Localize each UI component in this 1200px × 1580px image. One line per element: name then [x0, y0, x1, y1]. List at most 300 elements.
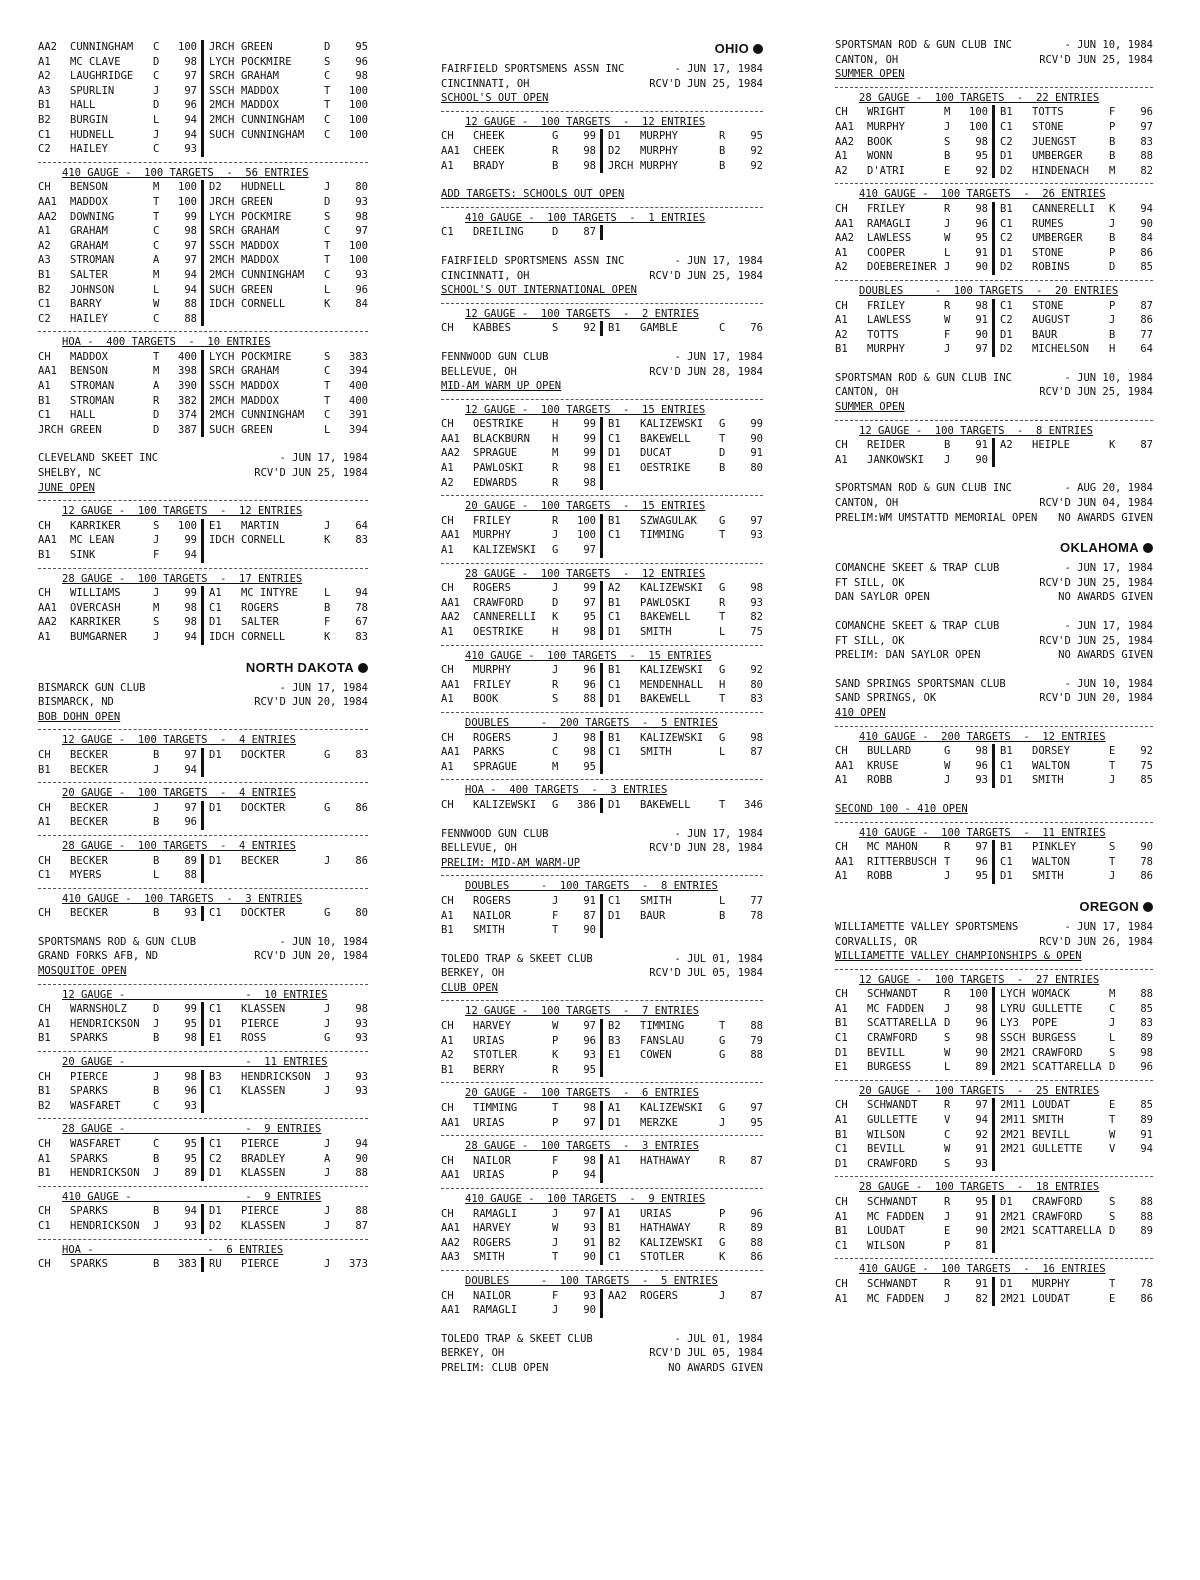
- score: 86: [1140, 246, 1153, 259]
- shooter-name: DOCKTER: [241, 748, 286, 761]
- class-label: C2: [38, 312, 51, 325]
- shooter-name: MC LEAN: [70, 534, 115, 547]
- result-row: [835, 1128, 1153, 1143]
- result-entry-right: [992, 328, 1153, 343]
- shooter-name: DOEBEREINER: [867, 261, 937, 274]
- class-label: AA2: [441, 611, 460, 624]
- shooter-name: MENDENHALL: [640, 678, 704, 691]
- result-entry-right: [600, 1116, 763, 1131]
- city-line: [38, 695, 368, 710]
- result-row: [441, 625, 763, 640]
- shooter-name: GRAHAM: [241, 225, 279, 238]
- shooter-name: LAWLESS: [867, 232, 912, 245]
- shooter-name: HUDNELL: [70, 128, 115, 141]
- score: 96: [975, 1017, 988, 1030]
- class-label: SSCH: [209, 84, 235, 97]
- shooter-initial: J: [719, 1116, 726, 1129]
- shooter-name: MURPHY: [473, 664, 511, 677]
- shooter-name: DOCKTER: [241, 801, 286, 814]
- class-label: D1: [1000, 1277, 1013, 1290]
- awards-note: NO AWARDS GIVEN: [1058, 511, 1153, 524]
- shooter-initial: R: [153, 394, 160, 407]
- shooter-initial: L: [944, 246, 951, 259]
- shooter-initial: T: [1109, 759, 1116, 772]
- result-entry-right: [992, 1157, 1153, 1172]
- shooter-name: MADDOX: [241, 84, 279, 97]
- result-row: [835, 1142, 1153, 1157]
- shooter-name: POPE: [1032, 1017, 1058, 1030]
- event-date: - JUN 10, 1984: [1064, 677, 1153, 690]
- class-label: AA1: [441, 529, 460, 542]
- score: 64: [1140, 343, 1153, 356]
- score: 86: [1140, 314, 1153, 327]
- result-entry-right: [600, 894, 763, 909]
- gauge-header: 28 GAUGE - - 9 ENTRIES: [62, 1123, 322, 1136]
- class-label: 2M21: [1000, 1046, 1026, 1059]
- shooter-initial: D: [719, 447, 726, 460]
- event-title: JUNE OPEN: [38, 481, 95, 494]
- shooter-name: PIERCE: [70, 1070, 108, 1083]
- class-label: A1: [608, 1207, 621, 1220]
- class-label: CH: [441, 664, 454, 677]
- result-row: [38, 763, 368, 778]
- shooter-initial: D: [153, 1003, 160, 1016]
- shooter-initial: M: [944, 106, 951, 119]
- shooter-initial: G: [719, 731, 726, 744]
- score: 90: [355, 1152, 368, 1165]
- score: 98: [975, 1002, 988, 1015]
- shooter-initial: K: [324, 630, 331, 643]
- shooter-name: BECKER: [241, 854, 279, 867]
- result-entry-left: [38, 801, 201, 816]
- class-label: CH: [441, 1154, 454, 1167]
- result-row: [441, 1063, 763, 1078]
- shooter-initial: E: [944, 164, 951, 177]
- score: 88: [1140, 150, 1153, 163]
- shooter-initial: K: [552, 1049, 559, 1062]
- bullet-dot-icon: [1143, 543, 1153, 553]
- class-label: CH: [38, 587, 51, 600]
- result-entry-right: [201, 40, 368, 55]
- class-label: A1: [441, 909, 454, 922]
- result-entry-left: [38, 519, 201, 534]
- shooter-initial: J: [153, 84, 160, 97]
- club-name: COMANCHE SKEET & TRAP CLUB: [835, 620, 1000, 632]
- class-label: D1: [608, 909, 621, 922]
- gauge-section: [38, 782, 368, 830]
- shooter-initial: P: [1109, 299, 1116, 312]
- shooter-initial: J: [324, 1003, 331, 1016]
- city-line: [835, 935, 1153, 950]
- result-entry-left: [38, 1031, 201, 1046]
- result-entry-right: [201, 408, 368, 423]
- result-entry-left: [441, 129, 600, 144]
- shooter-name: RAMAGLI: [473, 1304, 518, 1317]
- club-city: CINCINNATI, OH: [441, 77, 530, 90]
- result-row: [38, 533, 368, 548]
- result-row: [835, 1239, 1153, 1254]
- shooter-initial: G: [719, 418, 726, 431]
- result-row: [38, 1137, 368, 1152]
- class-label: IDCH: [209, 630, 235, 643]
- result-row: [38, 1084, 368, 1099]
- class-label: D1: [209, 1017, 222, 1030]
- shooter-initial: C: [324, 409, 331, 422]
- shooter-name: CORNELL: [241, 630, 286, 643]
- score: 95: [975, 232, 988, 245]
- result-entry-right: [201, 548, 368, 563]
- received-date: RCV'D JUN 25, 1984: [649, 269, 763, 282]
- shooter-name: WALTON: [1032, 855, 1070, 868]
- club-line: [441, 827, 763, 842]
- shooter-name: SMITH: [473, 924, 505, 937]
- shooter-initial: W: [552, 1020, 559, 1033]
- shooter-initial: K: [1109, 439, 1116, 452]
- class-label: C1: [835, 1239, 848, 1252]
- shooter-initial: M: [153, 181, 160, 194]
- club-line: [441, 62, 763, 77]
- shooter-name: BULLARD: [867, 745, 912, 758]
- shooter-initial: D: [153, 99, 160, 112]
- score: 98: [750, 582, 763, 595]
- event-title: WILLIAMETTE VALLEY CHAMPIONSHIPS & OPEN: [835, 950, 1082, 963]
- shooter-initial: B: [153, 1205, 160, 1218]
- class-label: D1: [608, 447, 621, 460]
- shooter-name: BECKER: [70, 763, 108, 776]
- score: 98: [355, 1003, 368, 1016]
- gauge-section: [441, 303, 763, 336]
- received-date: RCV'D JUN 26, 1984: [1039, 935, 1153, 948]
- result-entry-right: [201, 1002, 368, 1017]
- city-line: [835, 385, 1153, 400]
- event-date: - JUL 01, 1984: [674, 1332, 763, 1345]
- gauge-header: 410 GAUGE - 100 TARGETS - 56 ENTRIES: [62, 166, 309, 179]
- shooter-name: ROSS: [241, 1032, 267, 1045]
- gauge-header: 12 GAUGE - 100 TARGETS - 4 ENTRIES: [62, 734, 296, 747]
- shooter-name: DOCKTER: [241, 907, 286, 920]
- result-row: [38, 142, 368, 157]
- class-label: D1: [835, 1157, 848, 1170]
- result-entry-left: [835, 744, 992, 759]
- shooter-initial: J: [944, 870, 951, 883]
- shooter-initial: B: [552, 159, 559, 172]
- gauge-header: 410 GAUGE - 100 TARGETS - 16 ENTRIES: [859, 1263, 1106, 1276]
- class-label: LYRU: [1000, 1002, 1026, 1015]
- shooter-initial: T: [719, 1020, 726, 1033]
- class-label: C1: [835, 1032, 848, 1045]
- shooter-name: UMBERGER: [1032, 150, 1083, 163]
- result-row: [38, 113, 368, 128]
- result-entry-left: [441, 678, 600, 693]
- shooter-name: WASFARET: [70, 1099, 121, 1112]
- shooter-initial: B: [1109, 328, 1116, 341]
- result-entry-right: [201, 1219, 368, 1234]
- result-entry-right: [992, 260, 1153, 275]
- shooter-initial: B: [153, 854, 160, 867]
- shooter-name: CRAWFORD: [1032, 1196, 1083, 1208]
- class-label: D1: [209, 1167, 222, 1180]
- score: 87: [583, 909, 596, 922]
- result-entry-right: [992, 987, 1153, 1002]
- class-label: AA2: [38, 41, 57, 53]
- shooter-name: SMITH: [1032, 1114, 1064, 1127]
- result-entry-left: [38, 868, 201, 883]
- shooter-name: DREILING: [473, 226, 524, 239]
- score: 96: [583, 664, 596, 677]
- shooter-initial: E: [1109, 1292, 1116, 1305]
- club-city: BELLEVUE, OH: [441, 365, 517, 378]
- score: 75: [750, 626, 763, 638]
- shooter-name: KALIZEWSKI: [640, 418, 704, 431]
- shooter-name: DORSEY: [1032, 745, 1070, 758]
- result-entry-left: [38, 364, 201, 379]
- class-label: D2: [1000, 343, 1013, 356]
- score: 96: [1140, 106, 1153, 119]
- score: 88: [750, 1236, 763, 1249]
- score: 82: [1140, 164, 1153, 177]
- result-row: [441, 1168, 763, 1183]
- result-entry-right: [201, 239, 368, 254]
- shooter-name: SMITH: [640, 626, 672, 638]
- shooter-name: BEVILL: [867, 1046, 905, 1059]
- result-row: [38, 1219, 368, 1234]
- shooter-name: SCHWANDT: [867, 988, 918, 1001]
- shooter-name: HALL: [70, 99, 96, 112]
- class-label: CH: [835, 841, 848, 854]
- score: 78: [750, 909, 763, 922]
- gauge-section: [38, 1051, 368, 1113]
- result-entry-left: [38, 210, 201, 225]
- shooter-name: COWEN: [640, 1049, 672, 1062]
- result-entry-left: [38, 98, 201, 113]
- class-label: D2: [608, 144, 621, 157]
- result-row: [441, 1207, 763, 1222]
- gauge-section: [38, 729, 368, 777]
- score: 93: [750, 596, 763, 609]
- class-label: CH: [835, 1099, 848, 1112]
- score: 96: [184, 99, 197, 112]
- result-row: [441, 692, 763, 707]
- result-entry-left: [38, 113, 201, 128]
- result-entry-right: [600, 909, 763, 924]
- shooter-initial: J: [944, 261, 951, 274]
- shooter-initial: F: [1109, 106, 1116, 119]
- result-entry-right: [600, 1034, 763, 1049]
- class-label: A2: [38, 239, 51, 252]
- shooter-initial: V: [1109, 1143, 1116, 1156]
- club-line: [835, 677, 1153, 692]
- result-entry-right: [201, 142, 368, 157]
- class-label: E1: [209, 1032, 222, 1045]
- result-row: [835, 246, 1153, 261]
- city-line: [835, 634, 1153, 649]
- club-name: CLEVELAND SKEET INC: [38, 452, 159, 465]
- shooter-initial: B: [153, 1032, 160, 1045]
- shooter-initial: J: [153, 1070, 160, 1083]
- gauge-section: [441, 495, 763, 557]
- result-entry-right: [992, 855, 1153, 870]
- shooter-name: NAILOR: [473, 1289, 511, 1302]
- shooter-name: SPURLIN: [70, 84, 115, 97]
- shooter-name: TOTTS: [867, 328, 899, 341]
- shooter-initial: L: [324, 587, 331, 600]
- gauge-section: [38, 1239, 368, 1272]
- shooter-name: NAILOR: [473, 909, 511, 922]
- shooter-name: BRADY: [473, 159, 505, 172]
- score: 85: [1140, 1002, 1153, 1015]
- shooter-initial: G: [719, 1049, 726, 1062]
- received-date: RCV'D JUN 20, 1984: [1039, 692, 1153, 705]
- gauge-header: 20 GAUGE - 100 TARGETS - 25 ENTRIES: [859, 1084, 1100, 1097]
- result-entry-right: [992, 453, 1153, 468]
- shooter-initial: K: [719, 1251, 726, 1264]
- shooter-name: GREEN: [241, 195, 273, 208]
- shooter-name: HATHAWAY: [640, 1154, 691, 1167]
- result-entry-right: [201, 615, 368, 630]
- result-row: [835, 231, 1153, 246]
- score: 93: [184, 1219, 197, 1232]
- score: 98: [750, 731, 763, 744]
- score: 90: [1140, 841, 1153, 854]
- shooter-initial: A: [153, 380, 160, 393]
- class-label: B2: [608, 1236, 621, 1249]
- class-label: D1: [209, 616, 222, 629]
- score: 89: [1140, 1225, 1153, 1238]
- score: 97: [583, 596, 596, 609]
- class-label: SUCH: [209, 283, 235, 296]
- score: 91: [975, 246, 988, 259]
- score: 94: [1140, 202, 1153, 215]
- score: 93: [184, 1099, 197, 1112]
- bullet-dot-icon: [358, 663, 368, 673]
- class-label: B1: [835, 1225, 848, 1238]
- score: 90: [583, 1251, 596, 1264]
- result-entry-left: [38, 815, 201, 830]
- score: 95: [583, 1063, 596, 1076]
- result-entry-left: [441, 909, 600, 924]
- shooter-initial: B: [1109, 135, 1116, 148]
- shooter-name: SPARKS: [70, 1258, 108, 1271]
- shooter-name: SPARKS: [70, 1032, 108, 1045]
- shooter-name: STOTLER: [473, 1049, 518, 1062]
- result-row: [441, 1303, 763, 1318]
- shooter-name: GRAHAM: [241, 70, 279, 83]
- shooter-initial: D: [552, 226, 559, 239]
- result-row: [38, 394, 368, 409]
- shooter-name: TIMMING: [473, 1102, 518, 1115]
- gauge-section: [441, 563, 763, 640]
- class-label: D1: [835, 1046, 848, 1059]
- result-entry-left: [835, 231, 992, 246]
- gauge-header: 12 GAUGE - 100 TARGETS - 15 ENTRIES: [465, 403, 706, 416]
- class-label: D1: [1000, 870, 1013, 883]
- shooter-name: ROGERS: [640, 1289, 678, 1302]
- awards-note: NO AWARDS GIVEN: [1058, 649, 1153, 662]
- state-name: OKLAHOMA: [1060, 540, 1139, 556]
- shooter-name: LOUDAT: [867, 1225, 905, 1238]
- result-entry-right: [600, 663, 763, 678]
- result-row: [38, 312, 368, 327]
- result-entry-right: [992, 1277, 1153, 1292]
- result-entry-left: [441, 476, 600, 491]
- result-row: [835, 759, 1153, 774]
- class-label: B2: [38, 1099, 51, 1112]
- shooter-initial: J: [324, 1205, 331, 1218]
- class-label: AA3: [441, 1251, 460, 1264]
- shooter-initial: W: [1109, 1128, 1116, 1141]
- shooter-initial: R: [719, 130, 726, 143]
- shooter-name: SCHWANDT: [867, 1099, 918, 1112]
- shooter-initial: J: [324, 1017, 331, 1030]
- result-entry-left: [835, 313, 992, 328]
- shooter-name: GREEN: [241, 283, 273, 296]
- score: 78: [1140, 1277, 1153, 1290]
- result-entry-left: [441, 923, 600, 938]
- score: 88: [184, 869, 197, 882]
- result-entry-right: [201, 268, 368, 283]
- result-entry-right: [992, 231, 1153, 246]
- result-entry-right: [992, 202, 1153, 217]
- gauge-section: [38, 162, 368, 327]
- shooter-initial: G: [719, 664, 726, 677]
- class-label: B1: [608, 596, 621, 609]
- class-label: LYCH: [1000, 988, 1026, 1001]
- shooter-initial: R: [944, 1099, 951, 1112]
- result-row: [38, 55, 368, 70]
- shooter-initial: J: [552, 1304, 559, 1317]
- score: 94: [1140, 1143, 1153, 1156]
- class-label: E1: [608, 462, 621, 475]
- score: 100: [969, 988, 988, 1001]
- score: 99: [184, 1003, 197, 1016]
- class-label: B1: [835, 343, 848, 356]
- shooter-name: OESTRIKE: [473, 626, 524, 638]
- class-label: A1: [441, 693, 454, 706]
- shooter-initial: J: [552, 1236, 559, 1249]
- score: 98: [975, 745, 988, 758]
- shooter-initial: P: [1109, 246, 1116, 259]
- shooter-initial: D: [153, 55, 160, 68]
- shooter-initial: B: [153, 748, 160, 761]
- shooter-name: FRILEY: [473, 678, 511, 691]
- result-row: [441, 760, 763, 775]
- result-entry-left: [38, 1257, 201, 1272]
- class-label: A2: [38, 70, 51, 83]
- result-row: [441, 432, 763, 447]
- score: 94: [184, 283, 197, 296]
- result-entry-right: [992, 1002, 1153, 1017]
- score: 97: [355, 225, 368, 238]
- gauge-section: [441, 1135, 763, 1183]
- received-date: RCV'D JUN 20, 1984: [254, 696, 368, 709]
- shooter-initial: G: [324, 1032, 331, 1045]
- shooter-name: LAUGHRIDGE: [70, 70, 134, 83]
- result-entry-right: [201, 1204, 368, 1219]
- score: 85: [1140, 1099, 1153, 1112]
- shooter-name: MARTIN: [241, 519, 279, 532]
- shooter-initial: W: [944, 759, 951, 772]
- class-label: A3: [38, 84, 51, 97]
- score: 96: [975, 217, 988, 230]
- shooter-name: BEVILL: [867, 1143, 905, 1156]
- shooter-name: KALIZEWSKI: [640, 582, 704, 595]
- class-label: CH: [835, 988, 848, 1001]
- class-label: C2: [1000, 135, 1013, 148]
- shooter-name: SPRAGUE: [473, 760, 518, 773]
- gauge-section: [441, 1188, 763, 1265]
- score: 94: [184, 763, 197, 776]
- club-name: COMANCHE SKEET & TRAP CLUB: [835, 562, 1000, 575]
